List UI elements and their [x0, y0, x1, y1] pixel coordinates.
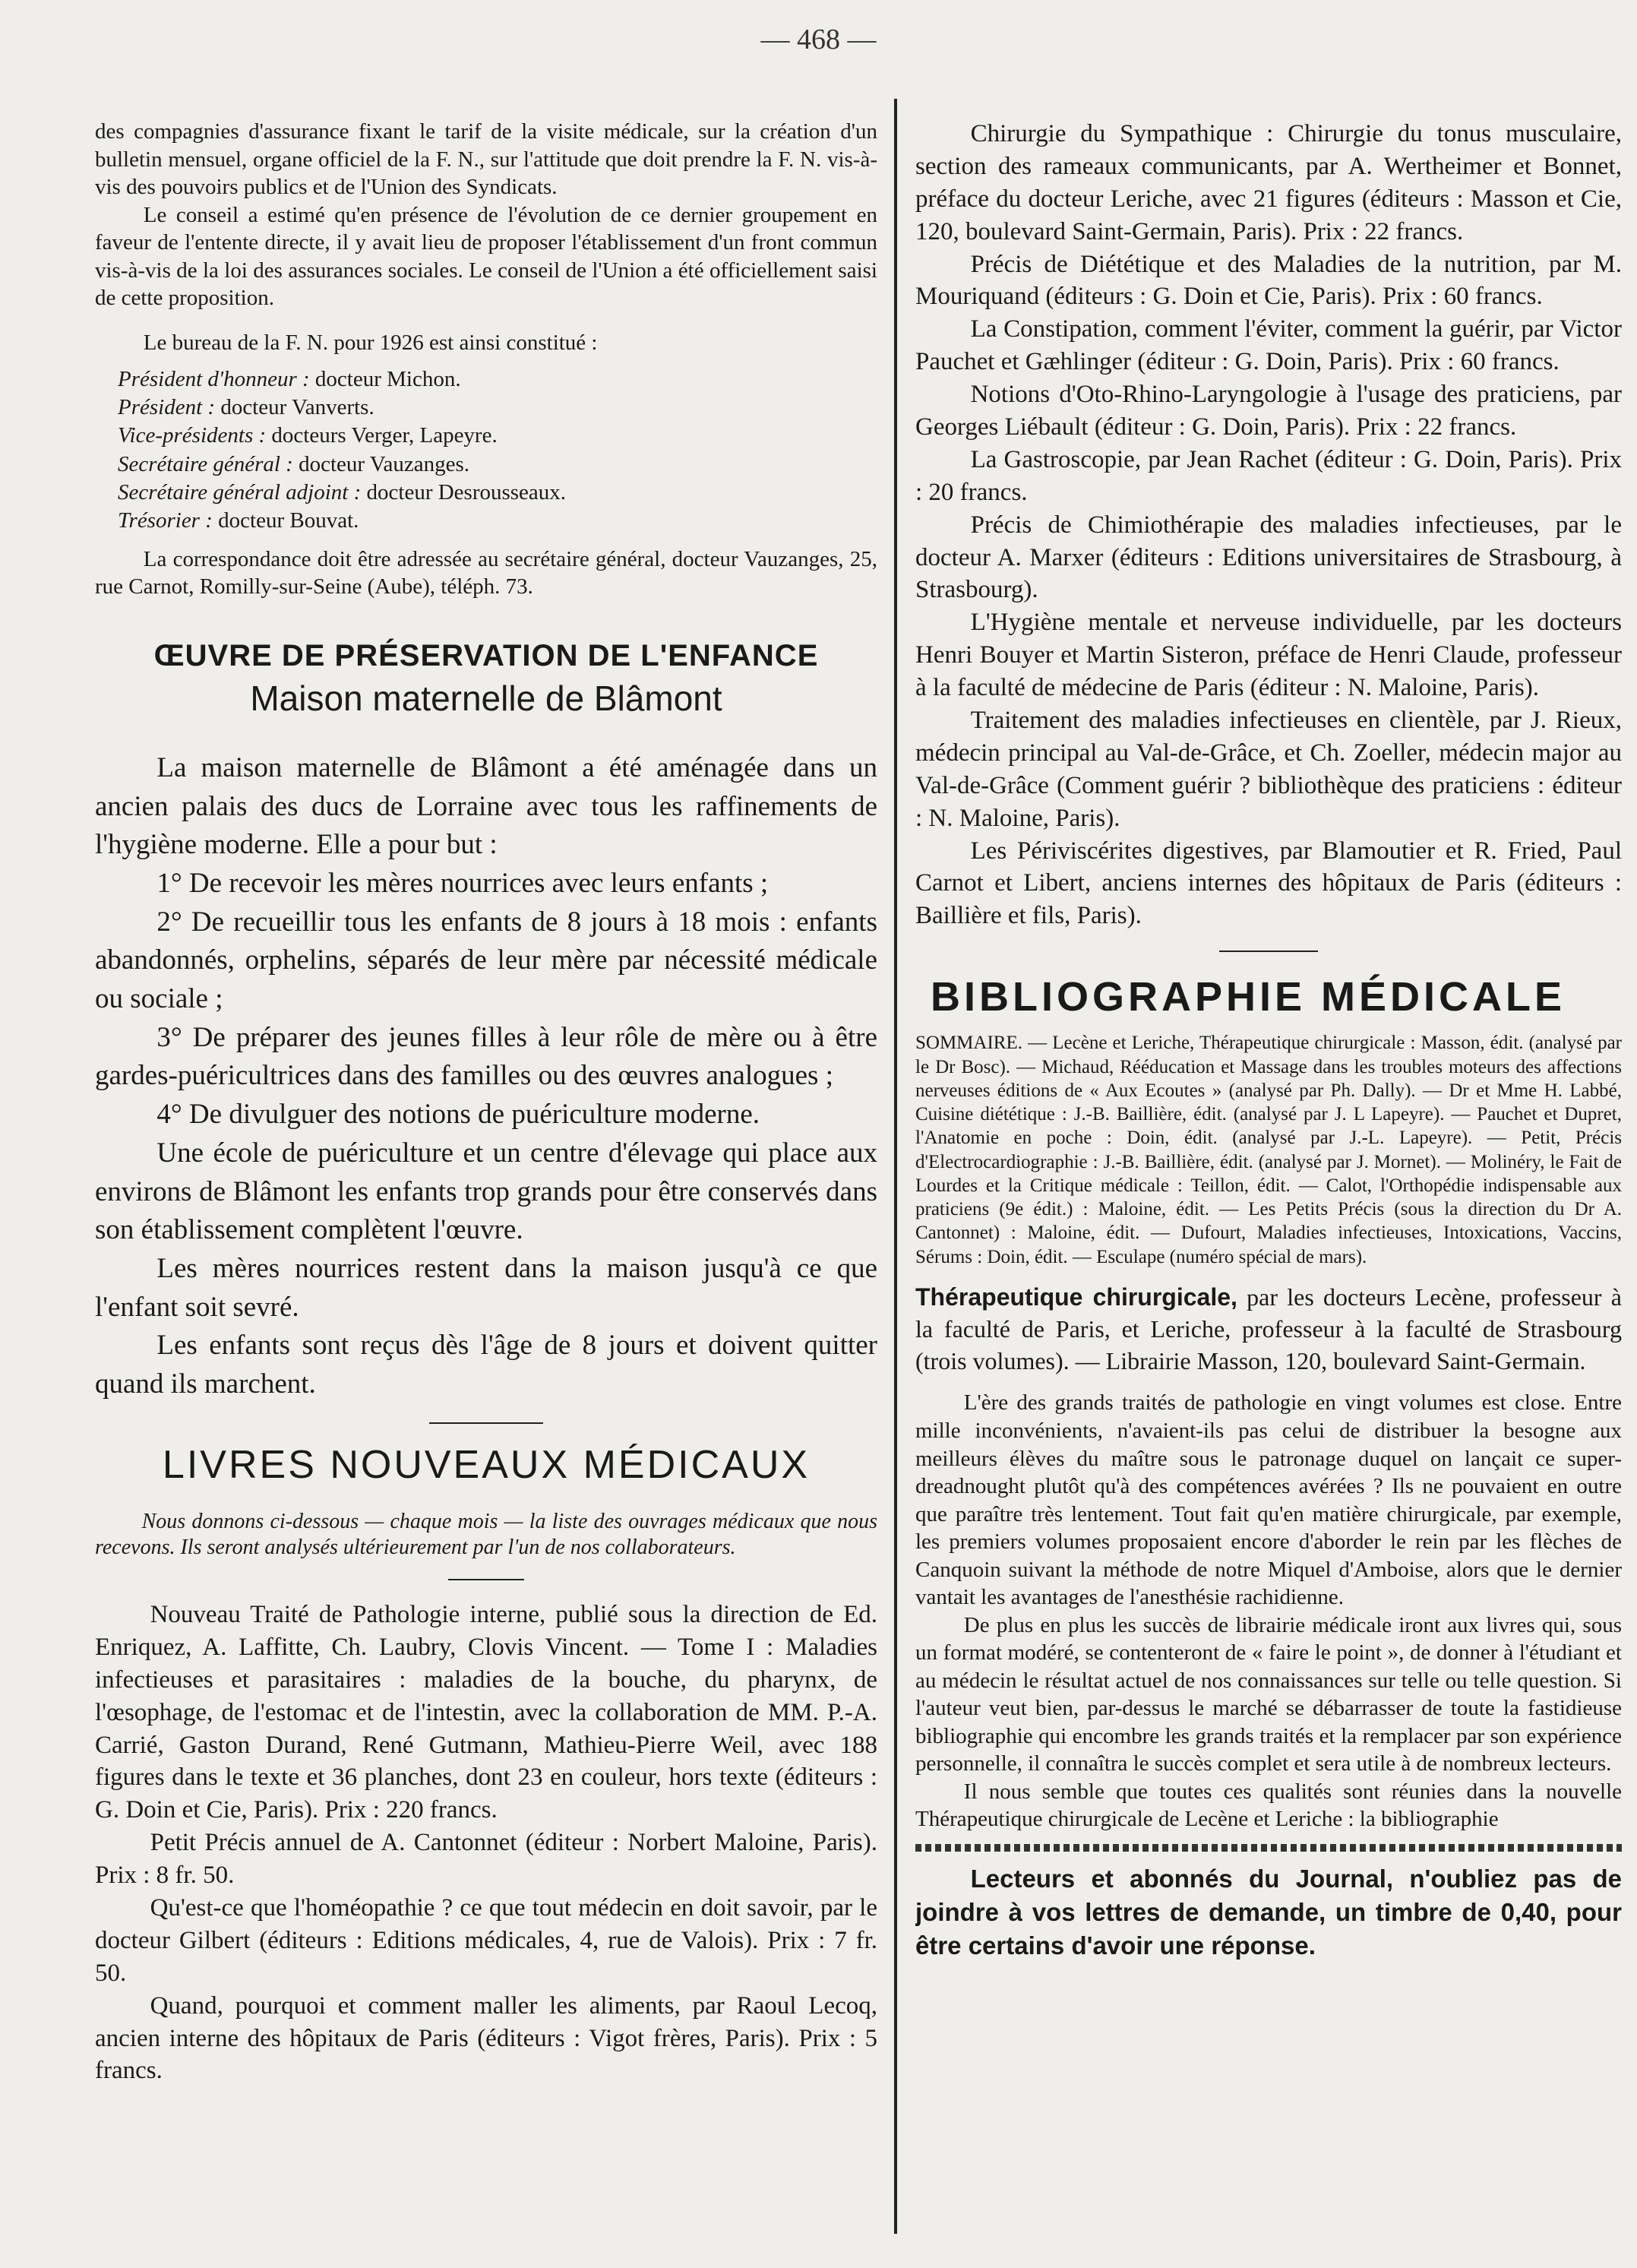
book-entry: La Gastroscopie, par Jean Rachet (éditeur : G. Doin, Paris). Prix : 20 francs. [915, 445, 1622, 506]
left-column [95, 118, 877, 2087]
book-entry: Petit Précis annuel de A. Cantonnet (éditeur : Norbert Maloine, Paris). Prix : 8 fr. 50. [95, 1829, 877, 1890]
bureau-list [118, 365, 877, 535]
therapeutique-title: Thérapeutique chirurgicale, [915, 1283, 1237, 1311]
bureau-role: Secrétaire général adjoint : [118, 479, 362, 505]
column-divider [894, 99, 897, 2234]
book-entry: Précis de Diététique et des Maladies de la nutrition, par M. Mouriquand (éditeurs : G. Doin et Cie, Paris). Prix : 60 francs. [915, 250, 1622, 311]
right-column [915, 118, 1622, 1963]
bureau-member: docteur Vanverts. [220, 395, 374, 420]
oeuvre-heading: ŒUVRE DE PRÉSERVATION DE L'ENFANCE [153, 638, 819, 672]
maison-paragraph: 2° De recueillir tous les enfants de 8 jours à 18 mois : enfants abandonnés, orphelins, séparés de leur mère par nécessité médicale ou sociale ; [95, 906, 877, 1015]
bureau-role: Président : [118, 395, 216, 420]
book-entry: Chirurgie du Sympathique : Chirurgie du tonus musculaire, section des rameaux communicants, par A. Wertheimer et Bonnet, préface du docteur Leriche, avec 21 figures (éditeurs : Masson et Cie, 120, boulevard Saint-Germain, Paris). Prix : 22 francs. [915, 120, 1622, 245]
section-rule [429, 1422, 543, 1424]
maison-paragraph: 1° De recevoir les mères nourrices avec leurs enfants ; [156, 868, 769, 900]
maison-heading: Maison maternelle de Blâmont [250, 678, 722, 718]
maison-paragraph: La maison maternelle de Blâmont a été aménagée dans un ancien palais des ducs de Lorraine avec tous les raffinements de l'hygiène moderne. Elle a pour but : [95, 751, 877, 861]
bureau-entry [118, 451, 877, 479]
book-entry: Traitement des maladies infectieuses en clientèle, par J. Rieux, médecin principal au Val-de-Grâce, et Ch. Zoeller, médecin major au Val-de-Grâce (Comment guérir ? bibliothèque des praticiens : éditeur : N. Maloine, Paris). [915, 707, 1622, 832]
decorative-rule [915, 1844, 1622, 1852]
therapeutique-entry [915, 1281, 1622, 1378]
bureau-entry [118, 365, 877, 394]
intro-paragraph: Le conseil a estimé qu'en présence de l'évolution de ce dernier groupement en faveur de l'entente directe, il y avait lieu de proposer l'établissement d'un front commun vis-à-vis de la loi des assurances sociales. Le conseil de l'Union a été officiellement saisi de cette proposition. [95, 202, 877, 311]
page-number: — 468 — [760, 24, 877, 55]
therapeutique-details: par les docteurs Lecène, professeur à la faculté de Paris, et Leriche, professeur à la faculté de Strasbourg (trois volumes). — Librairie Masson, 120, boulevard Saint-Germain. [915, 1283, 1622, 1375]
review-paragraph: De plus en plus les succès de librairie médicale iront aux livres qui, sous un format modéré, se contenteront de « faire le point », de donner à l'étudiant et au médecin le résultat actuel de nos connaissances sur telle ou telle question. Si l'auteur veut bien, par-dessus le marché se débarrasser de toute la fastidieuse bibliographie qui encombre les grands traités et la remplacer par son expérience personnelle, il connaîtra le succès complet et sera utile à de nombreux lecteurs. [915, 1612, 1622, 1776]
bureau-role: Secrétaire général : [118, 451, 293, 476]
book-entry: Quand, pourquoi et comment maller les aliments, par Raoul Lecoq, ancien interne des hôpitaux de Paris (éditeurs : Vigot frères, Paris). Prix : 5 francs. [95, 1991, 877, 2085]
review-paragraph: Il nous semble que toutes ces qualités sont réunies dans la nouvelle Thérapeutique chirurgicale de Lecène et Leriche : la bibliographie [915, 1779, 1622, 1832]
bureau-entry [118, 422, 877, 450]
bureau-role: Vice-présidents : [118, 423, 267, 448]
bibliographie-heading: BIBLIOGRAPHIE MÉDICALE [931, 974, 1566, 1020]
bureau-entry [118, 479, 877, 507]
bureau-member: docteur Bouvat. [218, 508, 359, 533]
book-entry: Notions d'Oto-Rhino-Laryngologie à l'usage des praticiens, par Georges Liébault (éditeur : G. Doin, Paris). Prix : 22 francs. [915, 381, 1622, 441]
book-entry: Précis de Chimiothérapie des maladies infectieuses, par le docteur A. Marxer (éditeurs : Editions universitaires de Strasbourg, à Strasbourg). [915, 511, 1622, 604]
bureau-member: docteur Michon. [314, 367, 461, 392]
livres-heading: LIVRES NOUVEAUX MÉDICAUX [162, 1442, 811, 1487]
livres-notice: Nous donnons ci-dessous — chaque mois — la liste des ouvrages médicaux que nous recevons. Ils seront analysés ultérieurement par l'un de nos collaborateurs. [95, 1509, 877, 1559]
book-entry: L'Hygiène mentale et nerveuse individuelle, par les docteurs Henri Bouyer et Martin Sisteron, préface de Henri Claude, professeur à la faculté de médecine de Paris (éditeur : N. Maloine, Paris). [915, 609, 1622, 702]
book-entry: Les Périviscérites digestives, par Blamoutier et R. Fried, Paul Carnot et Libert, anciens internes des hôpitaux de Paris (éditeurs : Baillière et fils, Paris). [915, 837, 1622, 930]
maison-paragraph: Une école de puériculture et un centre d'élevage qui place aux environs de Blâmont les enfants trop grands pour être conservés dans son établissement complètent l'œuvre. [95, 1137, 877, 1246]
section-rule [448, 1579, 524, 1580]
correspondance-paragraph: La correspondance doit être adressée au secrétaire général, docteur Vauzanges, 25, rue Carnot, Romilly-sur-Seine (Aube), téléph. 73. [95, 546, 877, 599]
maison-paragraph: 4° De divulguer des notions de puériculture moderne. [156, 1099, 760, 1131]
bureau-entry [118, 507, 877, 535]
review-paragraph: L'ère des grands traités de pathologie en vingt volumes est close. Entre mille inconvénients, n'avaient-ils pas celui de distribuer la besogne aux meilleurs élèves du maître sous le patronage duquel on lançait ce super-dreadnought plutôt qu'à des compétences avérées ? Ils ne pouvaient en outre que paraître très lentement. Tout fait qu'en matière chirurgicale, par exemple, les premiers volumes proposaient encore d'aborder le rein par les flèches de Canquoin suivant la méthode de notre Miquel d'Amboise, alors que le dernier vantait les avantages de l'anesthésie rachidienne. [915, 1390, 1622, 1610]
book-entry: La Constipation, comment l'éviter, comment la guérir, par Victor Pauchet et Gæhlinger (éditeur : G. Doin, Paris). Prix : 60 francs. [915, 315, 1622, 376]
bureau-intro: Le bureau de la F. N. pour 1926 est ainsi constitué : [143, 330, 598, 355]
book-entry: Qu'est-ce que l'homéopathie ? ce que tout médecin en doit savoir, par le docteur Gilbert (éditeurs : Editions médicales, 4, rue de Valois). Prix : 7 fr. 50. [95, 1893, 877, 1987]
intro-paragraph: des compagnies d'assurance fixant le tarif de la visite médicale, sur la création d'un bulletin mensuel, organe officiel de la F. N., sur l'attitude que doit prendre la F. N. vis-à-vis des pouvoirs publics et de l'Union des Syndicats. [95, 119, 877, 200]
maison-paragraph: Les mères nourrices restent dans la maison jusqu'à ce que l'enfant soit sevré. [95, 1252, 877, 1323]
bureau-member: docteur Vauzanges. [299, 451, 470, 476]
sommaire: SOMMAIRE. — Lecène et Leriche, Thérapeutique chirurgicale : Masson, édit. (analysé par le Dr Bosc). — Michaud, Rééducation et Massage dans les troubles moteurs des affections nerveuses éditions de « Aux Ecoutes » (analysé par Ph. Dally). — Dr et Mme H. Labbé, Cuisine diététique : J.-B. Baillière, édit. (analysé par J. L Lapeyre). — Pauchet et Dupret, l'Anatomie en poche : Doin, édit. (analysé par J.-L. Lapeyre). — Petit, Précis d'Electrocardiographie : J.-B. Baillière, édit. (analysé par J. Mornet). — Molinéry, le Fait de Lourdes et la Critique médicale : Teillon, édit. — Calot, l'Orthopédie indispensable aux praticiens (9e édit.) : Maloine, édit. — Les Petits Précis (sous la direction du Dr A. Cantonnet) : Maloine, édit. — Dufourt, Maladies infectieuses, Intoxications, Vaccins, Sérums : Doin, édit. — Esculape (numéro spécial de mars). [915, 1033, 1622, 1267]
maison-paragraph: 3° De préparer des jeunes filles à leur rôle de mère ou à être gardes-puéricultrices dans des familles ou des œuvres analogues ; [95, 1021, 877, 1092]
bureau-member: docteur Desrousseaux. [366, 479, 567, 505]
footer-notice: Lecteurs et abonnés du Journal, n'oubliez pas de joindre à vos lettres de demande, un timbre de 0,40, pour être certains d'avoir une réponse. [915, 1864, 1622, 1960]
maison-paragraph: Les enfants sont reçus dès l'âge de 8 jours et doivent quitter quand ils marchent. [95, 1330, 877, 1400]
bureau-member: docteurs Verger, Lapeyre. [271, 423, 498, 448]
bureau-role: Président d'honneur : [118, 367, 310, 392]
bureau-role: Trésorier : [118, 508, 213, 533]
section-rule [1219, 951, 1318, 952]
book-entry: Nouveau Traité de Pathologie interne, publié sous la direction de Ed. Enriquez, A. Laffitte, Ch. Laubry, Clovis Vincent. — Tome I : Maladies infectieuses et parasitaires : maladies de la bouche, du pharynx, de l'œsophage, de l'estomac et de l'intestin, avec la collaboration de MM. P.-A. Carrié, Gaston Durand, René Gutmann, Mathieu-Pierre Weil, avec 188 figures dans le texte et 36 planches, dont 23 en couleur, hors texte (éditeurs : G. Doin et Cie, Paris). Prix : 220 francs. [95, 1600, 877, 1824]
bureau-entry [118, 394, 877, 422]
